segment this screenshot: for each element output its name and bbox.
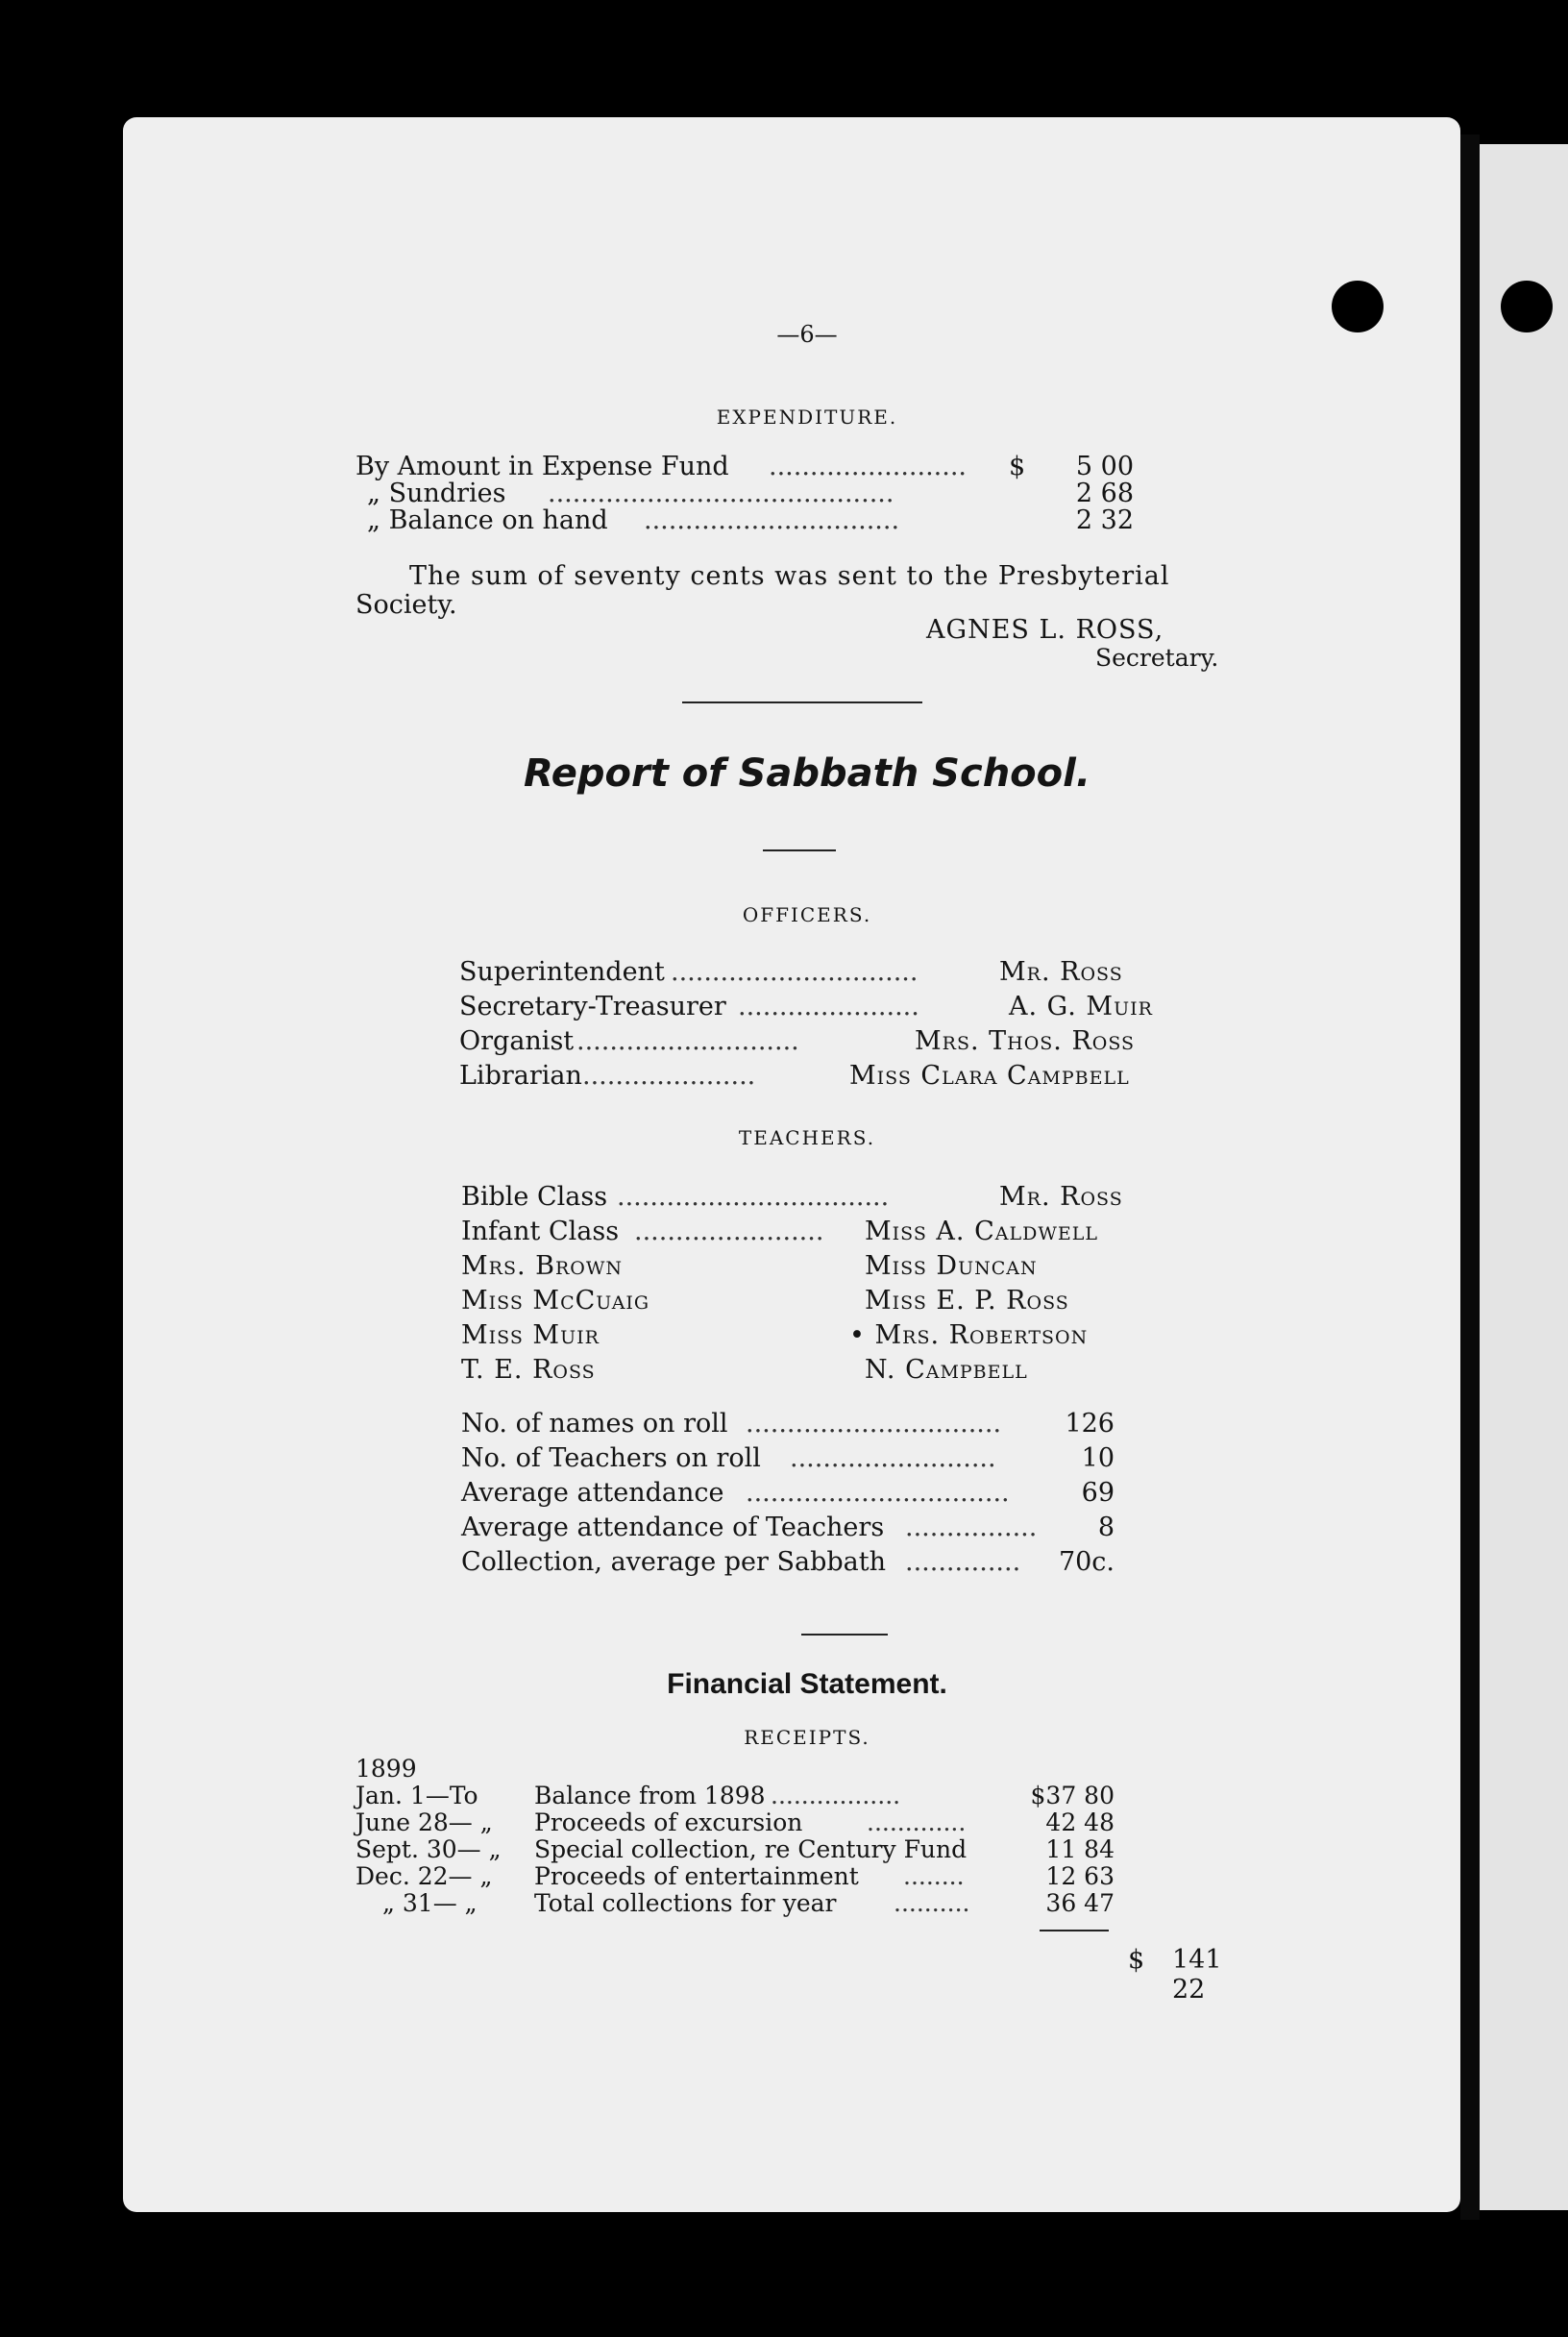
receipts-year: 1899 [355, 1755, 417, 1783]
receipt-amount: 42 48 [1045, 1808, 1115, 1836]
receipt-date: Dec. 22— „ [355, 1862, 493, 1890]
dot-leader: ................................ [746, 1478, 1010, 1508]
dot-leader: ............................... [746, 1409, 1002, 1439]
officers-heading: OFFICERS. [742, 903, 872, 926]
officer-role: Secretary-Treasurer [459, 992, 726, 1021]
receipt-description: Total collections for year [534, 1889, 837, 1917]
dot-leader: ............................... [644, 505, 900, 535]
page-gutter [1460, 135, 1480, 2220]
expenditure-row-label: By Amount in Expense Fund [355, 452, 729, 481]
dot-leader: ......................... [790, 1443, 996, 1473]
receipt-date: Jan. 1—To [355, 1782, 478, 1809]
currency-symbol: $ [1009, 452, 1026, 481]
dot-leader: ................................. [617, 1182, 890, 1212]
expenditure-row-label: „ Sundries [367, 479, 506, 508]
receipt-amount: 12 63 [1045, 1862, 1115, 1890]
dot-leader: ................. [771, 1782, 901, 1809]
receipt-description: Proceeds of entertainment [534, 1862, 859, 1890]
dot-leader: .............. [905, 1547, 1021, 1577]
financial-statement-title: Financial Statement. [667, 1668, 947, 1700]
officer-name: Miss Clara Campbell [849, 1061, 1130, 1091]
teacher-name: Mrs. Brown [461, 1251, 624, 1281]
dot-leader: ........................ [769, 452, 967, 481]
page-number: —6— [776, 321, 838, 348]
stat-value: 126 [1065, 1409, 1115, 1439]
teacher-name: Miss A. Caldwell [865, 1217, 1098, 1246]
signer-title: Secretary. [1095, 644, 1219, 672]
dot-leader: ............. [867, 1808, 967, 1836]
dot-leader: ...................... [738, 992, 919, 1021]
officer-name: Mrs. Thos. Ross [915, 1026, 1136, 1056]
receipt-date: June 28— „ [355, 1808, 493, 1836]
dot-leader: ........................... [576, 1026, 799, 1056]
teacher-name: Miss McCuaig [461, 1286, 650, 1316]
stat-label: No. of names on roll [461, 1409, 728, 1439]
stat-value: 69 [1081, 1478, 1115, 1508]
receipt-date: Sept. 30— „ [355, 1835, 502, 1863]
teacher-name: Mr. Ross [999, 1182, 1123, 1212]
teacher-class: Infant Class [461, 1217, 620, 1246]
expenditure-amount: 2 68 [1075, 479, 1134, 508]
officer-role: Superintendent [459, 957, 665, 987]
officer-role: Librarian [459, 1061, 582, 1091]
receipt-description: Proceeds of excursion [534, 1808, 803, 1836]
receipt-amount: $37 80 [1030, 1782, 1115, 1809]
stat-label: Average attendance of Teachers [461, 1513, 885, 1542]
stat-label: No. of Teachers on roll [461, 1443, 761, 1473]
dot-leader: ..................... [582, 1061, 756, 1091]
expenditure-row-label: „ Balance on hand [367, 505, 608, 535]
dot-leader: ................ [905, 1513, 1038, 1542]
dot-leader: .............................. [671, 957, 919, 987]
teacher-name: Miss E. P. Ross [865, 1286, 1069, 1316]
receipt-description: Special collection, re Century Fund [534, 1835, 968, 1863]
short-divider [801, 1634, 888, 1636]
teacher-name: • Mrs. Robertson [849, 1320, 1089, 1350]
receipts-total: 141 22 [1172, 1945, 1222, 2005]
stat-label: Collection, average per Sabbath [461, 1547, 887, 1577]
dot-leader: .......... [894, 1889, 970, 1917]
teacher-name: T. E. Ross [461, 1355, 596, 1385]
teacher-name: Miss Duncan [865, 1251, 1038, 1281]
expenditure-note-cont: Society. [355, 590, 457, 620]
stat-value: 70c. [1058, 1547, 1115, 1577]
receipts-heading: RECEIPTS. [744, 1726, 870, 1749]
receipt-amount: 11 84 [1045, 1835, 1115, 1863]
section-divider [682, 701, 922, 703]
expenditure-heading: EXPENDITURE. [716, 406, 898, 429]
stat-value: 8 [1097, 1513, 1115, 1542]
dot-leader: .......................................... [548, 479, 894, 508]
adjacent-page-edge [1480, 144, 1568, 2210]
stat-label: Average attendance [461, 1478, 724, 1508]
teacher-class: Bible Class [461, 1182, 608, 1212]
officer-role: Organist [459, 1026, 575, 1056]
teachers-heading: TEACHERS. [738, 1126, 876, 1149]
receipt-date: „ 31— „ [382, 1889, 478, 1917]
total-currency: $ [1128, 1945, 1145, 1975]
teacher-name: N. Campbell [865, 1355, 1028, 1385]
teacher-name: Miss Muir [461, 1320, 600, 1350]
binding-hole [1332, 281, 1384, 332]
dot-leader: ........ [903, 1862, 965, 1890]
expenditure-amount: 2 32 [1075, 505, 1134, 535]
signer-name: AGNES L. ROSS, [926, 615, 1164, 645]
receipt-amount: 36 47 [1045, 1889, 1115, 1917]
expenditure-amount: 5 00 [1075, 452, 1134, 481]
officer-name: A. G. Muir [1009, 992, 1153, 1021]
receipt-description: Balance from 1898 [534, 1782, 766, 1809]
dot-leader: ....................... [634, 1217, 824, 1246]
short-divider [763, 849, 836, 851]
stat-value: 10 [1081, 1443, 1115, 1473]
binding-hole [1501, 281, 1553, 332]
officer-name: Mr. Ross [999, 957, 1123, 987]
sabbath-school-title: Report of Sabbath School. [523, 751, 1091, 796]
expenditure-note: The sum of seventy cents was sent to the Presbyterial [409, 561, 1170, 591]
sum-rule [1040, 1930, 1109, 1931]
